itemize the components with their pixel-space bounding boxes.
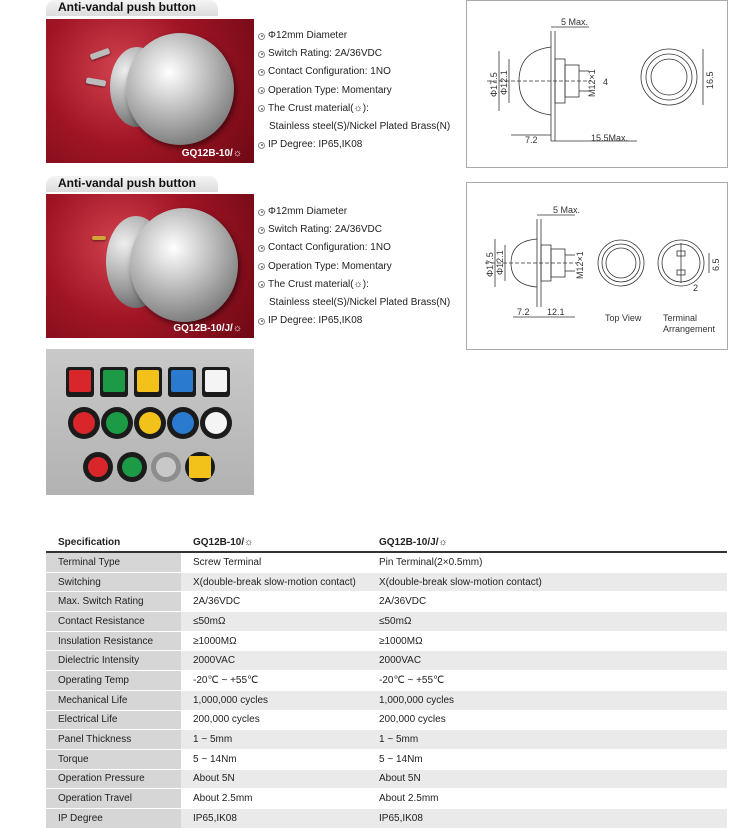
feature-item: IP Degree: IP65,IK08 <box>258 312 450 330</box>
mixed-button-cap <box>189 456 211 478</box>
feature-item-continued: Stainless steel(S)/Nickel Plated Brass(N) <box>269 296 451 308</box>
table-filler-cell <box>553 671 727 691</box>
mixed-button-cap <box>122 457 142 477</box>
square-button-cap <box>205 370 227 392</box>
round-button-cap <box>139 412 161 434</box>
table-filler-cell <box>553 789 727 809</box>
mixed-button-cap <box>88 457 108 477</box>
feature-item: The Crust material(☼): <box>258 276 450 294</box>
feature-item-continued: Stainless steel(S)/Nickel Plated Brass(N) <box>269 120 451 132</box>
table-row <box>46 612 727 632</box>
spec-value-cell: Screw Terminal <box>181 552 367 572</box>
table-header: Specification <box>46 535 181 552</box>
feature-list <box>258 27 450 154</box>
spec-name-cell: Operating Temp <box>46 671 181 691</box>
table-filler-cell <box>553 730 727 750</box>
spec-name-cell: Panel Thickness <box>46 730 181 750</box>
spec-name-cell: Torque <box>46 749 181 769</box>
square-button-cap <box>69 370 91 392</box>
dim-label: 16.5 <box>705 71 715 89</box>
feature-item: IP Degree: IP65,IK08 <box>258 136 450 154</box>
spec-value-cell: IP65,IK08 <box>367 808 553 828</box>
spec-name-cell: Mechanical Life <box>46 690 181 710</box>
table-filler-cell <box>553 651 727 671</box>
table-filler-cell <box>553 552 727 572</box>
spec-value-cell: 1 ~ 5mm <box>181 730 367 750</box>
dim-label: 7.2 <box>525 135 538 145</box>
color-options-svg <box>46 349 254 495</box>
feature-item: Switch Rating: 2A/36VDC <box>258 221 450 239</box>
bullet-icon <box>258 281 265 288</box>
dim-label: 7.2 <box>517 307 530 317</box>
spec-value-cell: About 5N <box>367 769 553 789</box>
spec-name-cell: Max. Switch Rating <box>46 592 181 612</box>
feature-item: Switch Rating: 2A/36VDC <box>258 45 450 63</box>
spec-value-cell: ≤50mΩ <box>367 612 553 632</box>
spec-value-cell: -20℃ ~ +55℃ <box>367 671 553 691</box>
bullet-icon <box>258 51 265 58</box>
product-photo <box>46 194 254 338</box>
spec-value-cell: 5 ~ 14Nm <box>367 749 553 769</box>
bullet-icon <box>258 33 265 40</box>
table-row <box>46 769 727 789</box>
feature-item: Contact Configuration: 1NO <box>258 239 450 257</box>
color-options-photo <box>46 349 254 495</box>
spec-name-cell: Operation Travel <box>46 789 181 809</box>
dimension-drawing-svg <box>467 183 727 349</box>
table-row <box>46 651 727 671</box>
table-row <box>46 631 727 651</box>
spec-value-cell: 2000VAC <box>181 651 367 671</box>
feature-item: Φ12mm Diameter <box>258 203 450 221</box>
feature-item: Operation Type: Momentary <box>258 258 450 276</box>
dim-label: 6.5 <box>711 258 721 271</box>
spec-value-cell: IP65,IK08 <box>181 808 367 828</box>
feature-item: Operation Type: Momentary <box>258 82 450 100</box>
table-row <box>46 671 727 691</box>
spec-value-cell: ≥1000MΩ <box>181 631 367 651</box>
bullet-icon <box>258 142 265 149</box>
table-row <box>46 808 727 828</box>
dim-label: 4 <box>603 77 609 87</box>
table-filler-cell <box>553 631 727 651</box>
table-row <box>46 572 727 592</box>
spec-value-cell: 1,000,000 cycles <box>367 690 553 710</box>
spec-value-cell: About 2.5mm <box>181 789 367 809</box>
spec-value-cell: 200,000 cycles <box>367 710 553 730</box>
spec-name-cell: Dielectric Intensity <box>46 651 181 671</box>
table-filler-cell <box>553 612 727 632</box>
mixed-button-cap <box>156 457 176 477</box>
table-filler-cell <box>553 592 727 612</box>
spec-value-cell: ≤50mΩ <box>181 612 367 632</box>
spec-name-cell: IP Degree <box>46 808 181 828</box>
spec-name-cell: Insulation Resistance <box>46 631 181 651</box>
button-cap <box>126 33 234 145</box>
button-cap <box>130 208 238 322</box>
dim-label: 5 Max. <box>553 205 581 215</box>
table-filler-cell <box>553 710 727 730</box>
feature-item: The Crust material(☼): <box>258 100 450 118</box>
product-photo <box>46 19 254 163</box>
table-row <box>46 730 727 750</box>
bullet-icon <box>258 227 265 234</box>
dimension-drawing-svg <box>467 1 727 167</box>
specification-table <box>46 535 727 829</box>
terminal-pin <box>92 236 106 240</box>
view-label: Top View <box>605 313 642 323</box>
spec-value-cell: 2A/36VDC <box>181 592 367 612</box>
dim-label: 12.1 <box>547 307 565 317</box>
bullet-icon <box>258 105 265 112</box>
model-label: GQ12B-10/J/☼ <box>173 323 242 334</box>
spec-value-cell: 5 ~ 14Nm <box>181 749 367 769</box>
bullet-icon <box>258 318 265 325</box>
table-filler-cell <box>553 749 727 769</box>
dimension-drawing <box>466 0 728 168</box>
spec-name-cell: Operation Pressure <box>46 769 181 789</box>
table-row <box>46 710 727 730</box>
spec-value-cell: -20℃ ~ +55℃ <box>181 671 367 691</box>
spec-name-cell: Contact Resistance <box>46 612 181 632</box>
spec-value-cell: 200,000 cycles <box>181 710 367 730</box>
dim-label: Φ12.1 <box>499 70 509 95</box>
spec-value-cell: X(double-break slow-motion contact) <box>181 572 367 592</box>
dim-label: M12×1 <box>575 251 585 279</box>
spec-value-cell: 2A/36VDC <box>367 592 553 612</box>
dim-label: Φ17.5 <box>489 72 499 97</box>
terminal-screw <box>86 77 107 86</box>
view-label: Arrangement <box>663 324 716 334</box>
spec-value-cell: ≥1000MΩ <box>367 631 553 651</box>
square-button-cap <box>171 370 193 392</box>
square-button-cap <box>103 370 125 392</box>
spec-value-cell: 2000VAC <box>367 651 553 671</box>
feature-item: Φ12mm Diameter <box>258 27 450 45</box>
view-label: Terminal <box>663 313 698 323</box>
spec-value-cell: Pin Terminal(2×0.5mm) <box>367 552 553 572</box>
terminal-screw <box>90 48 111 60</box>
round-button-cap <box>73 412 95 434</box>
bullet-icon <box>258 245 265 252</box>
dim-label: Φ17.5 <box>485 252 495 277</box>
round-button-cap <box>205 412 227 434</box>
spec-name-cell: Switching <box>46 572 181 592</box>
dim-label: M12×1 <box>587 69 597 97</box>
table-filler-cell <box>553 769 727 789</box>
spec-value-cell: About 5N <box>181 769 367 789</box>
round-button-cap <box>106 412 128 434</box>
spec-value-cell: 1 ~ 5mm <box>367 730 553 750</box>
table-row <box>46 552 727 572</box>
dim-label: 15.5Max. <box>591 133 629 143</box>
bullet-icon <box>258 263 265 270</box>
table-header: GQ12B-10/J/☼ <box>367 535 553 552</box>
table-row <box>46 592 727 612</box>
square-button-cap <box>137 370 159 392</box>
round-button-cap <box>172 412 194 434</box>
model-label: GQ12B-10/☼ <box>181 148 242 159</box>
section-heading: Anti-vandal push button <box>58 176 196 190</box>
dim-label: 5 Max. <box>561 17 589 27</box>
table-filler-cell <box>553 808 727 828</box>
dim-label: Φ12.1 <box>495 250 505 275</box>
feature-item: Contact Configuration: 1NO <box>258 63 450 81</box>
dim-label: 2 <box>693 283 699 293</box>
spec-value-cell: About 2.5mm <box>367 789 553 809</box>
table-header: GQ12B-10/☼ <box>181 535 367 552</box>
spec-value-cell: 1,000,000 cycles <box>181 690 367 710</box>
feature-list <box>258 203 450 330</box>
spec-name-cell: Electrical Life <box>46 710 181 730</box>
section-heading: Anti-vandal push button <box>58 0 196 14</box>
table-filler-cell <box>553 690 727 710</box>
bullet-icon <box>258 87 265 94</box>
spec-value-cell: X(double-break slow-motion contact) <box>367 572 553 592</box>
bullet-icon <box>258 209 265 216</box>
table-filler-cell <box>553 572 727 592</box>
bullet-icon <box>258 69 265 76</box>
table-row <box>46 789 727 809</box>
table-row <box>46 749 727 769</box>
table-header-row <box>46 535 727 552</box>
table-row <box>46 690 727 710</box>
table-header-empty <box>553 535 727 552</box>
spec-name-cell: Terminal Type <box>46 552 181 572</box>
dimension-drawing <box>466 182 728 350</box>
